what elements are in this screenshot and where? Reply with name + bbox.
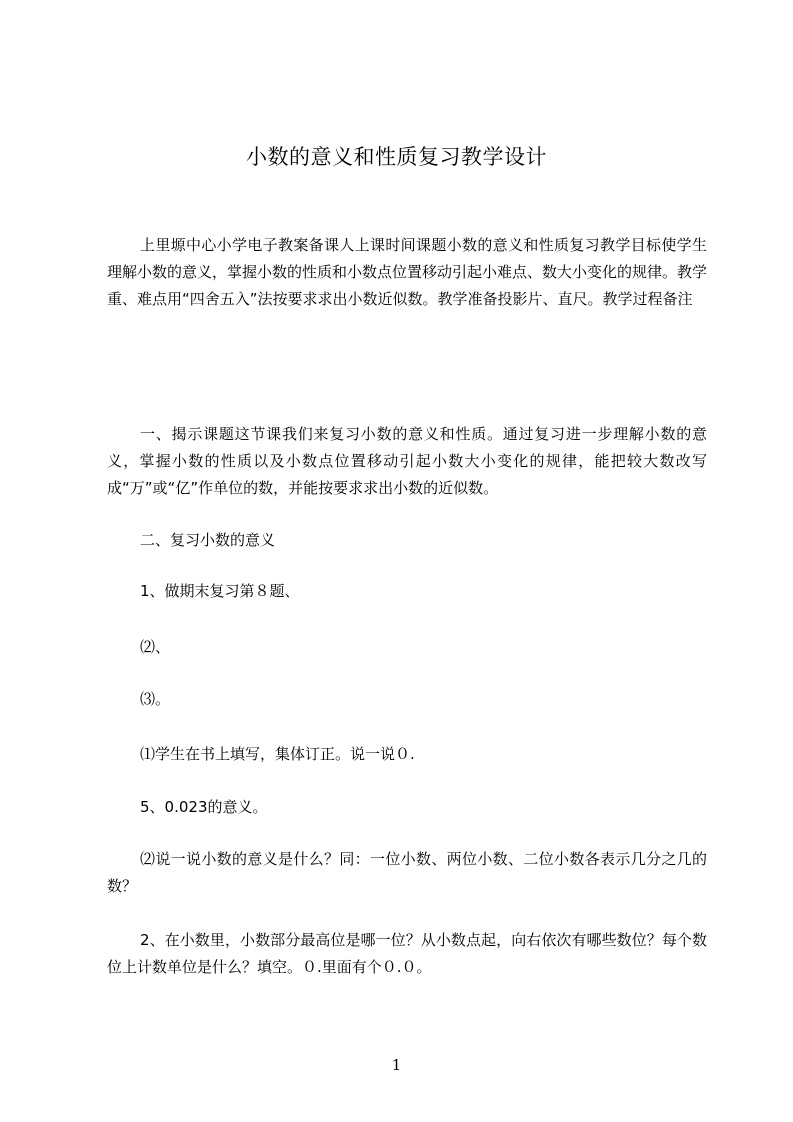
paragraph-item-place-value: 2、在小数里，小数部分最高位是哪一位？从小数点起，向右依次有哪些数位？每个数位上计数单位是什么？填空。０.里面有个０.０。 — [107, 931, 707, 976]
paragraph-item-meaning: 5、0.023的意义。 — [140, 798, 268, 816]
paragraph-item-1: 1、做期末复习第８题、 — [140, 582, 300, 600]
paragraph-lesson-header: 上里塬中心小学电子教案备课人上课时间课题小数的意义和性质复习教学目标使学生理解小数的意义，掌握小数的性质和小数点位置移动引起小难点、数大小变化的规律。教学重、难点用“四舍五入”法按要求求出小数近似数。教学准备投影片、直尺。教学过程备注 — [107, 236, 708, 308]
paragraph-section-two-heading: 二、复习小数的意义 — [140, 531, 276, 549]
paragraph-item-2: ⑵、 — [140, 638, 171, 656]
paragraph-item-student-fill: ⑴学生在书上填写，集体订正。说一说０. — [140, 745, 415, 763]
page-title: 小数的意义和性质复习教学设计 — [246, 145, 547, 169]
page-number: 1 — [391, 1056, 402, 1074]
paragraph-item-3: ⑶。 — [140, 690, 171, 708]
paragraph-item-discuss: ⑵说一说小数的意义是什么？同：一位小数、两位小数、二位小数各表示几分之几的数？ — [107, 850, 707, 895]
paragraph-section-one: 一、揭示课题这节课我们来复习小数的意义和性质。通过复习进一步理解小数的意义，掌握小数的性质以及小数点位置移动引起小数大小变化的规律，能把较大数改写成“万”或“亿”作单位的数，并能按要求求出小数的近似数。 — [107, 425, 707, 497]
